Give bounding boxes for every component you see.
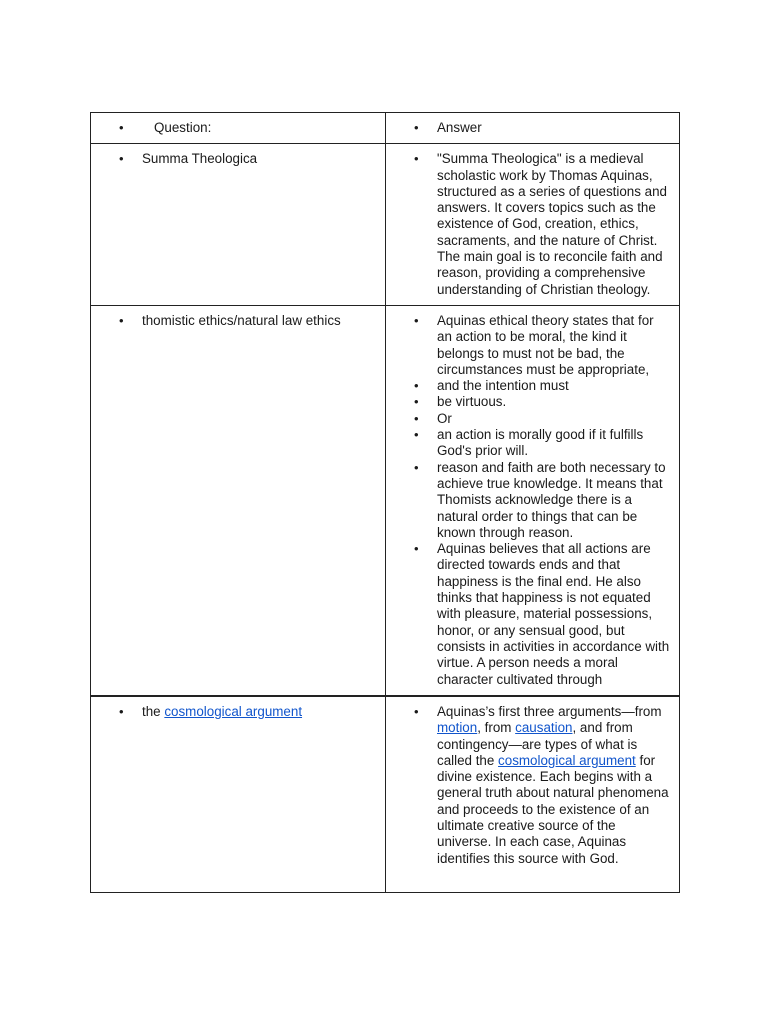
table-row — [91, 305, 680, 696]
answer-item: • reason and faith are both necessary to achieve true knowledge. It means that Thomists acknowledge there is a natural order to things that can be known through reason. — [386, 460, 671, 541]
answer-item: • Or — [386, 411, 671, 427]
answer-item — [386, 704, 671, 867]
question-text: • thomistic ethics/natural law ethics — [91, 313, 377, 329]
table-row — [91, 144, 680, 306]
qa-table — [90, 112, 680, 893]
answer-header: • Answer — [386, 120, 671, 136]
cosmological-argument-link[interactable]: cosmological argument — [164, 703, 303, 719]
answer-text-part: for divine existence. Each begins with a general truth about natural phenomena and proceeds to the existence of an ultimate creative source of the universe. In each case, Aquinas identifies this source with God. — [437, 752, 669, 866]
answer-item: • an action is morally good if it fulfills God's prior will. — [386, 427, 671, 460]
table-row — [91, 696, 680, 893]
table-header-row — [91, 113, 680, 144]
question-header: • Question: — [91, 120, 377, 136]
answer-cell — [386, 144, 680, 306]
answer-item: • Aquinas believes that all actions are directed towards ends and that happiness is the final end. He also thinks that happiness is not equated with pleasure, material possessions, honor, or any sensual good, but consists in activities in accordance with virtue. A person needs a moral character cultivated through — [386, 541, 671, 688]
question-cell — [91, 305, 386, 696]
answer-cell — [386, 305, 680, 696]
answer-item: • be virtuous. — [386, 394, 671, 410]
answer-item: • Aquinas ethical theory states that for an action to be moral, the kind it belongs to must not be bad, the circumstances must be appropriate, — [386, 313, 671, 378]
question-text — [91, 704, 377, 720]
answer-cell — [386, 696, 680, 893]
question-text: • Summa Theologica — [91, 151, 377, 167]
answer-text-part: , from — [477, 720, 516, 736]
motion-link[interactable]: motion — [437, 720, 478, 736]
causation-link[interactable]: causation — [515, 720, 573, 736]
question-header-cell — [91, 113, 386, 144]
answer-text-part: , and from contingency—are types of what is called the — [437, 720, 638, 768]
answer-item: • "Summa Theologica" is a medieval scholastic work by Thomas Aquinas, structured as a series of questions and answers. It covers topics such as the existence of God, creation, ethics, sacraments, and the nature of Christ. The main goal is to reconcile faith and reason, providing a comprehensive understanding of Christian theology. — [386, 151, 671, 298]
answer-text-part: Aquinas’s first three arguments—from — [437, 703, 662, 719]
cosmological-argument-link[interactable]: cosmological argument — [498, 752, 636, 768]
question-prefix: the — [142, 703, 165, 719]
answer-item: • and the intention must — [386, 378, 671, 394]
answer-header-cell — [386, 113, 680, 144]
question-cell — [91, 696, 386, 893]
question-cell — [91, 144, 386, 306]
